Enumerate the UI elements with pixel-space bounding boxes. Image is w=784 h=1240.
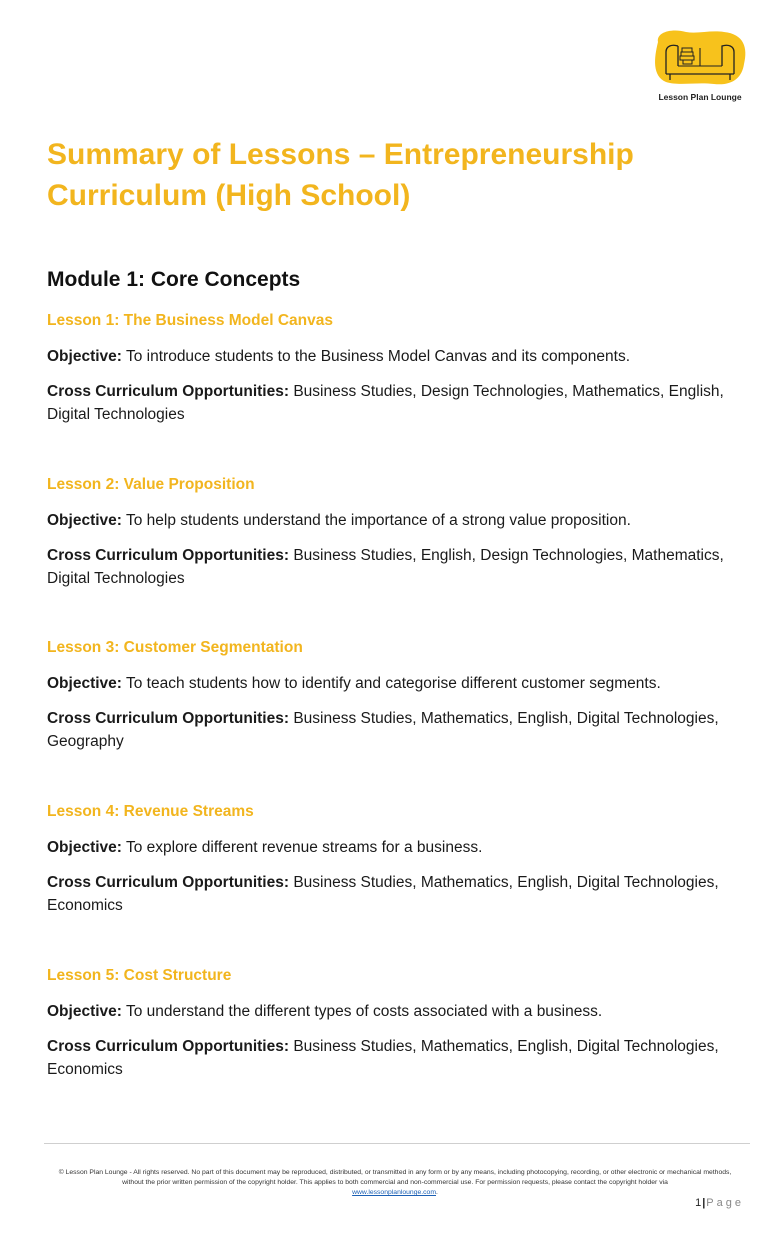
- lesson-1: [47, 311, 747, 426]
- lesson-objective: [47, 345, 747, 368]
- cross-label: Cross Curriculum Opportunities:: [47, 383, 289, 400]
- objective-label: Objective:: [47, 348, 122, 365]
- page-separator: |: [702, 1197, 707, 1209]
- cross-text: Business Studies, Design Technologies, Mathematics, English, Digital Technologies: [47, 383, 724, 423]
- cross-text: Business Studies, Mathematics, English, Digital Technologies, Economics: [47, 1038, 719, 1078]
- copyright-notice: [50, 1168, 740, 1198]
- lesson-cross-curriculum: [47, 707, 747, 753]
- cross-label: Cross Curriculum Opportunities:: [47, 547, 289, 564]
- page-label: Page: [706, 1197, 744, 1209]
- cross-label: Cross Curriculum Opportunities:: [47, 710, 289, 727]
- lesson-2: [47, 475, 747, 590]
- lesson-title: Lesson 3: Customer Segmentation: [47, 639, 303, 656]
- logo-text: Lesson Plan Lounge: [658, 92, 742, 102]
- lesson-cross-curriculum: [47, 544, 747, 590]
- sofa-with-books-icon: [652, 28, 748, 90]
- lesson-title: Lesson 2: Value Proposition: [47, 476, 255, 493]
- cross-text: Business Studies, English, Design Technologies, Mathematics, Digital Technologies: [47, 547, 724, 587]
- lesson-objective: [47, 672, 747, 695]
- lesson-3: [47, 638, 747, 753]
- cross-text: Business Studies, Mathematics, English, Digital Technologies, Economics: [47, 874, 719, 914]
- objective-text: To explore different revenue streams for a business.: [125, 839, 483, 856]
- objective-text: To teach students how to identify and categorise different customer segments.: [125, 675, 661, 692]
- cross-label: Cross Curriculum Opportunities:: [47, 1038, 289, 1055]
- objective-label: Objective:: [47, 675, 122, 692]
- website-link[interactable]: www.lessonplanlounge.com: [352, 1189, 436, 1196]
- lesson-objective: [47, 836, 747, 859]
- objective-label: Objective:: [47, 839, 122, 856]
- logo: [650, 28, 750, 108]
- lesson-cross-curriculum: [47, 1035, 747, 1081]
- page-number: [695, 1197, 744, 1209]
- lesson-5: [47, 966, 747, 1081]
- objective-text: To introduce students to the Business Model Canvas and its components.: [125, 348, 631, 365]
- document-title: Summary of Lessons – Entrepreneurship Curriculum (High School): [47, 138, 634, 212]
- lesson-4: [47, 802, 747, 917]
- lesson-objective: [47, 509, 747, 532]
- link-suffix: .: [436, 1189, 438, 1196]
- lesson-cross-curriculum: [47, 871, 747, 917]
- objective-text: To help students understand the importance of a strong value proposition.: [125, 512, 631, 529]
- lesson-title: Lesson 5: Cost Structure: [47, 967, 232, 984]
- lesson-objective: [47, 1000, 747, 1023]
- lesson-title: Lesson 4: Revenue Streams: [47, 803, 254, 820]
- module-title: Module 1: Core Concepts: [47, 268, 301, 291]
- objective-label: Objective:: [47, 512, 122, 529]
- footer-divider: [44, 1143, 750, 1144]
- cross-label: Cross Curriculum Opportunities:: [47, 874, 289, 891]
- cross-text: Business Studies, Mathematics, English, Digital Technologies, Geography: [47, 710, 719, 750]
- page-number-value: 1: [695, 1197, 703, 1209]
- objective-text: To understand the different types of costs associated with a business.: [125, 1003, 603, 1020]
- objective-label: Objective:: [47, 1003, 122, 1020]
- copyright-text: © Lesson Plan Lounge - All rights reserved. No part of this document may be reproduced, distributed, or transmitted in any form or by any means, including photocopying, recording, or other electronic or mechanical methods, without the prior written permission of the copyright holder. This applies to both commercial and non-commercial use. For permission requests, please contact the copyright holder via: [58, 1169, 732, 1186]
- lesson-title: Lesson 1: The Business Model Canvas: [47, 312, 333, 329]
- lesson-cross-curriculum: [47, 380, 747, 426]
